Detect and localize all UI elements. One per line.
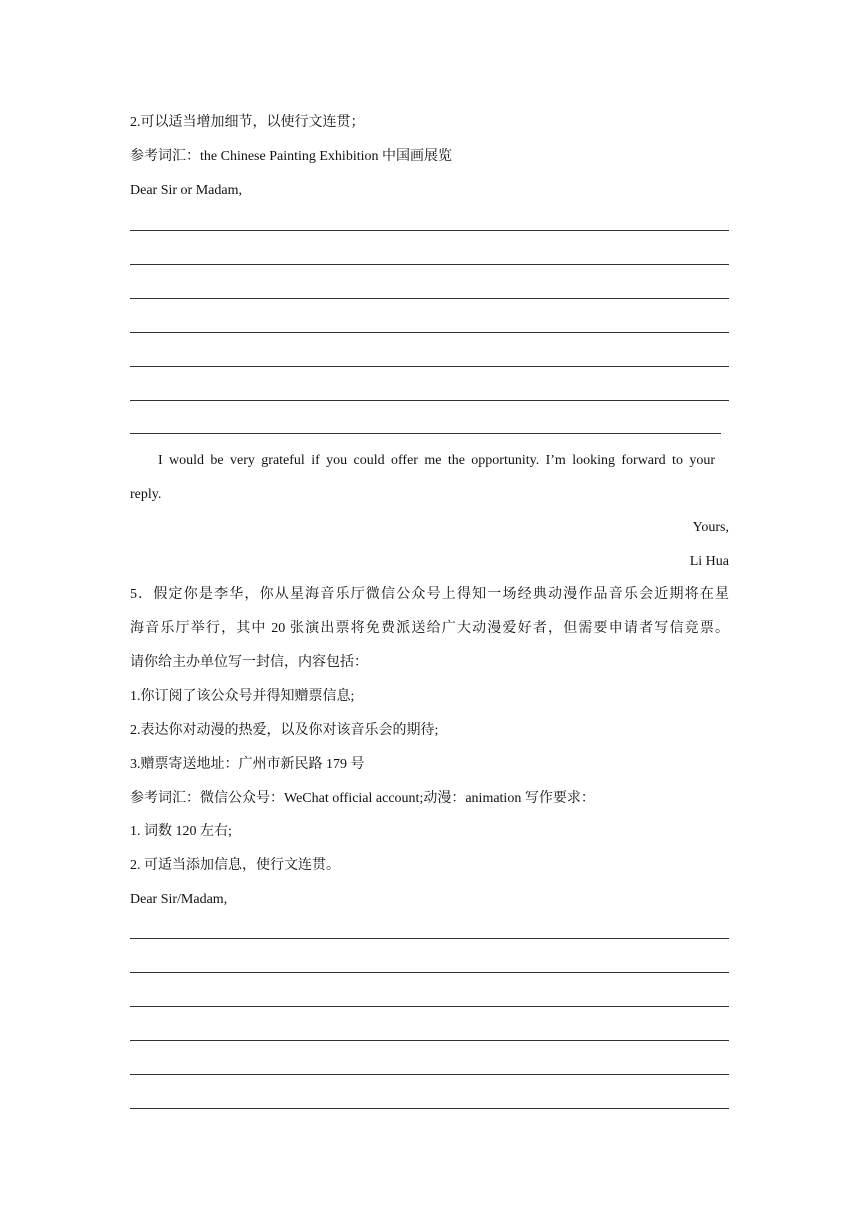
letter-greeting: Dear Sir/Madam,: [130, 892, 228, 907]
writing-requirement-2: 2. 可适当添加信息，使行文连贯。: [130, 858, 340, 873]
writing-line: [130, 972, 729, 973]
content-point-3: 3.赠票寄送地址：广州市新民路 179 号: [130, 757, 365, 772]
writing-line: [130, 230, 729, 231]
closing-paragraph-line-1: I would be very grateful if you could offer me the opportunity. I’m looking forward to your: [158, 453, 715, 468]
writing-line: [130, 332, 729, 333]
task-prompt-line-3: 请你给主办单位写一封信，内容包括：: [130, 655, 368, 670]
writing-line: [130, 433, 721, 434]
writing-line: [130, 298, 729, 299]
writing-line: [130, 1074, 729, 1075]
writing-line: [130, 1108, 729, 1109]
writing-line: [130, 264, 729, 265]
signature: Li Hua: [689, 554, 729, 569]
writing-line: [130, 400, 729, 401]
content-point-1: 1.你订阅了该公众号并得知赠票信息;: [130, 689, 355, 704]
task-prompt-line-1: 5．假定你是李华，你从星海音乐厅微信公众号上得知一场经典动漫作品音乐会近期将在星: [130, 587, 729, 602]
reference-vocabulary: 参考词汇：the Chinese Painting Exhibition 中国画展览: [130, 149, 452, 164]
requirement-2: 2.可以适当增加细节，以使行文连贯；: [130, 115, 365, 130]
writing-line: [130, 1006, 729, 1007]
writing-line: [130, 1040, 729, 1041]
content-point-2: 2.表达你对动漫的热爱，以及你对该音乐会的期待;: [130, 723, 439, 738]
writing-line: [130, 366, 729, 367]
closing-paragraph-line-2: reply.: [130, 487, 162, 502]
reference-vocabulary: 参考词汇：微信公众号：WeChat official account;动漫：animation 写作要求：: [130, 791, 595, 806]
sign-off: Yours,: [692, 520, 729, 535]
task-prompt-line-2: 海音乐厅举行，其中 20 张演出票将免费派送给广大动漫爱好者，但需要申请者写信竞票。: [130, 621, 729, 636]
writing-requirement-1: 1. 词数 120 左右;: [130, 824, 232, 839]
writing-line: [130, 938, 729, 939]
letter-greeting: Dear Sir or Madam,: [130, 183, 242, 198]
